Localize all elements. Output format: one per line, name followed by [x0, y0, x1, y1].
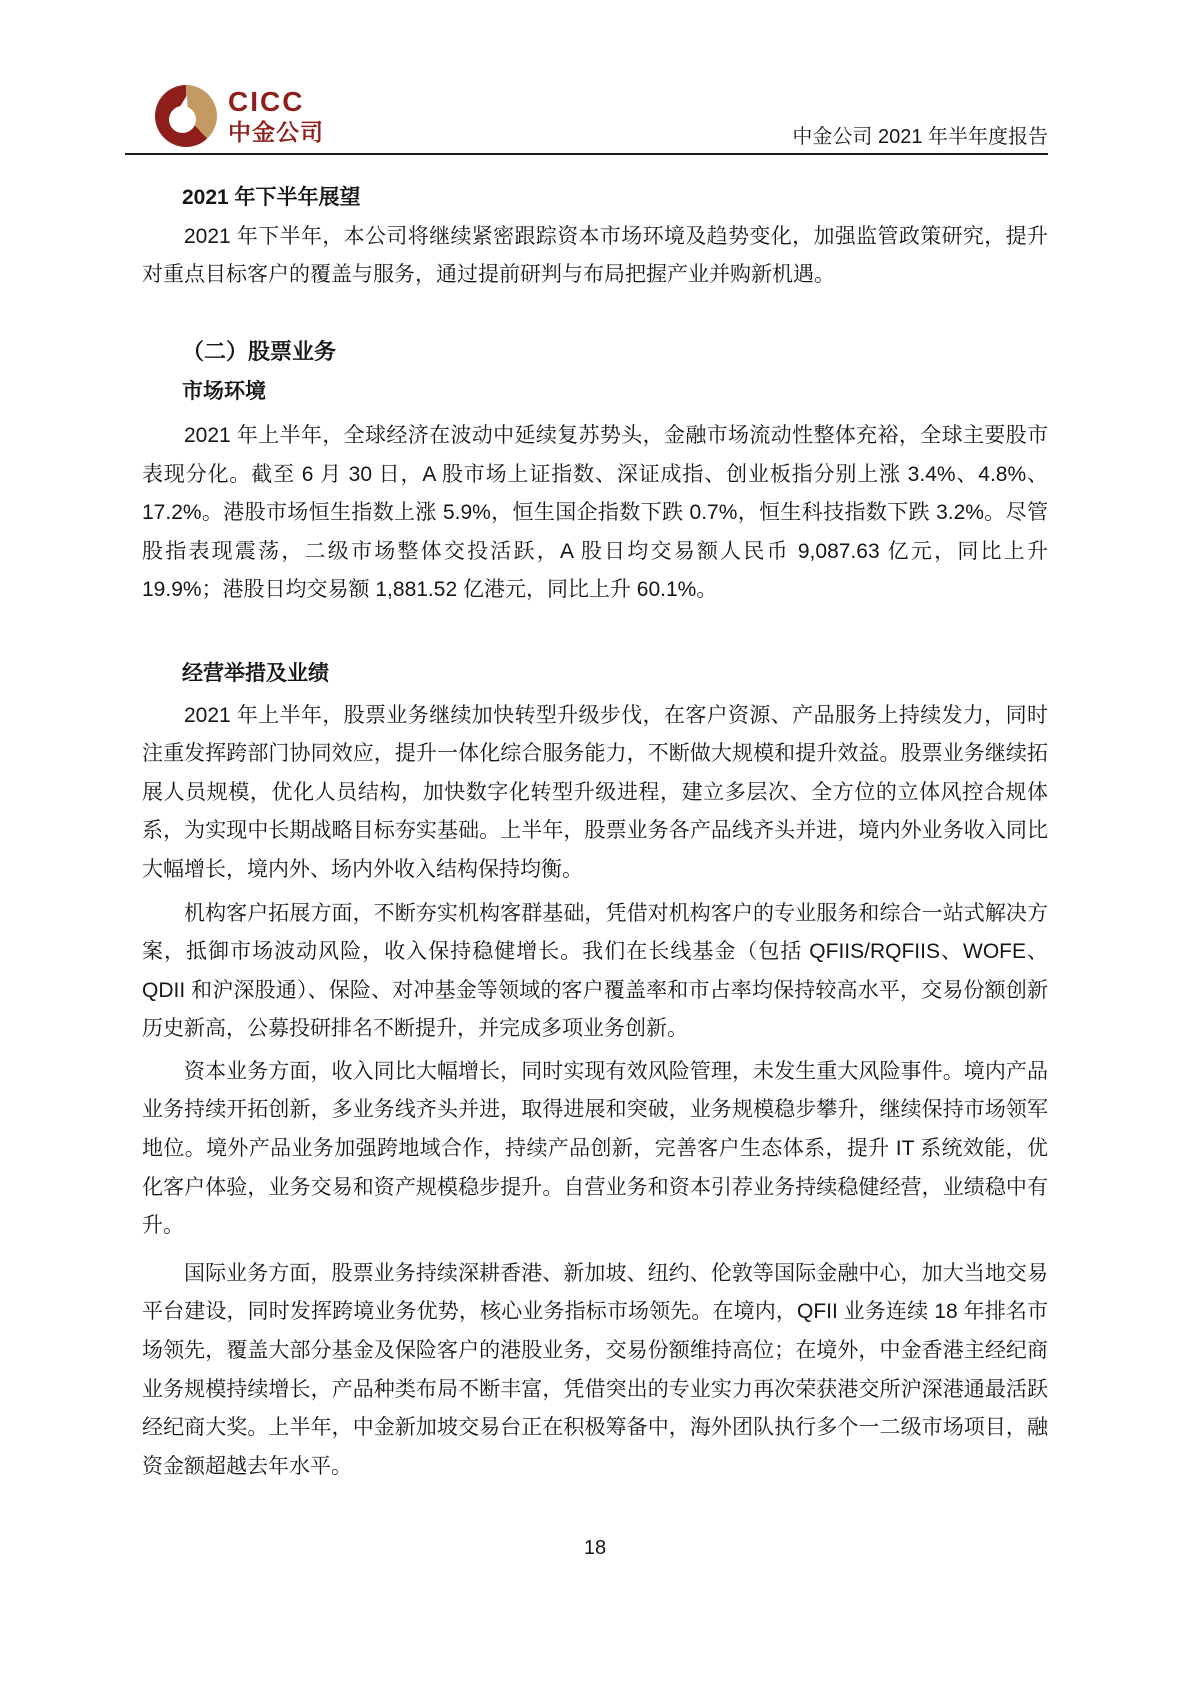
- market-environment-paragraph: 2021 年上半年，全球经济在波动中延续复苏势头，金融市场流动性整体充裕，全球主要股市表现分化。截至 6 月 30 日，A 股市场上证指数、深证成指、创业板指分别上涨 3.4%、4.8%、17.2%。港股市场恒生指数上涨 5.9%，恒生国企指数下跌 0.7%，恒生科技指数下跌 3.2%。尽管股指表现震荡，二级市场整体交投活跃，A 股日均交易额人民币 9,087.63 亿元，同比上升 19.9%；港股日均交易额 1,881.52 亿港元，同比上升 60.1%。: [142, 423, 1048, 602]
- logo-text-en: CICC: [228, 86, 305, 117]
- logo-hole: [169, 106, 196, 133]
- page-number: 18: [583, 1537, 607, 1559]
- operations-paragraph-1: 2021 年上半年，股票业务继续加快转型升级步伐，在客户资源、产品服务上持续发力，同时注重发挥跨部门协同效应，提升一体化综合服务能力，不断做大规模和提升效益。股票业务继续拓展人员规模，优化人员结构，加快数字化转型升级进程，建立多层次、全方位的立体风控合规体系，为实现中长期战略目标夯实基础。上半年，股票业务各产品线齐头并进，境内外业务收入同比大幅增长，境内外、场内外收入结构保持均衡。: [142, 703, 1048, 881]
- cicc-logo-text: [228, 88, 324, 144]
- outlook-paragraph: 2021 年下半年，本公司将继续紧密跟踪资本市场环境及趋势变化，加强监管政策研究，提升对重点目标客户的覆盖与服务，通过提前研判与布局把握产业并购新机遇。: [142, 224, 1048, 287]
- page-body: [142, 156, 1048, 1486]
- outlook-heading: 2021 年下半年展望: [182, 186, 361, 209]
- header-divider: [125, 153, 1048, 155]
- cicc-logo-icon: [155, 85, 217, 147]
- equities-section-heading: （二）股票业务: [182, 338, 337, 364]
- report-title: 中金公司 2021 年半年度报告: [792, 126, 1048, 148]
- operations-paragraph-4: 国际业务方面，股票业务持续深耕香港、新加坡、纽约、伦敦等国际金融中心，加大当地交易平台建设，同时发挥跨境业务优势，核心业务指标市场领先。在境内，QFII 业务连续 18 年排名市场领先，覆盖大部分基金及保险客户的港股业务，交易份额维持高位；在境外，中金香港主经纪商业务规模持续增长，产品种类布局不断丰富，凭借突出的专业实力再次荣获港交所沪深港通最活跃经纪商大奖。上半年，中金新加坡交易台正在积极筹备中，海外团队执行多个一二级市场项目，融资金额超越去年水平。: [142, 1261, 1048, 1478]
- operations-paragraph-2: 机构客户拓展方面，不断夯实机构客群基础，凭借对机构客户的专业服务和综合一站式解决方案，抵御市场波动风险，收入保持稳健增长。我们在长线基金（包括 QFIIS/RQFIIS、WOFE、QDII 和沪深股通）、保险、对冲基金等领域的客户覆盖率和市占率均保持较高水平，交易份额创新历史新高，公募投研排名不断提升，并完成多项业务创新。: [142, 901, 1048, 1041]
- market-environment-heading: 市场环境: [182, 380, 266, 404]
- operations-paragraph-3: 资本业务方面，收入同比大幅增长，同时实现有效风险管理，未发生重大风险事件。境内产品业务持续开拓创新，多业务线齐头并进，取得进展和突破，业务规模稳步攀升，继续保持市场领军地位。境外产品业务加强跨地域合作，持续产品创新，完善客户生态体系，提升 IT 系统效能，优化客户体验，业务交易和资产规模稳步提升。自营业务和资本引荐业务持续稳健经营，业绩稳中有升。: [142, 1059, 1048, 1238]
- operations-heading: 经营举措及业绩: [182, 661, 329, 685]
- logo-text-cn: 中金公司: [228, 119, 324, 145]
